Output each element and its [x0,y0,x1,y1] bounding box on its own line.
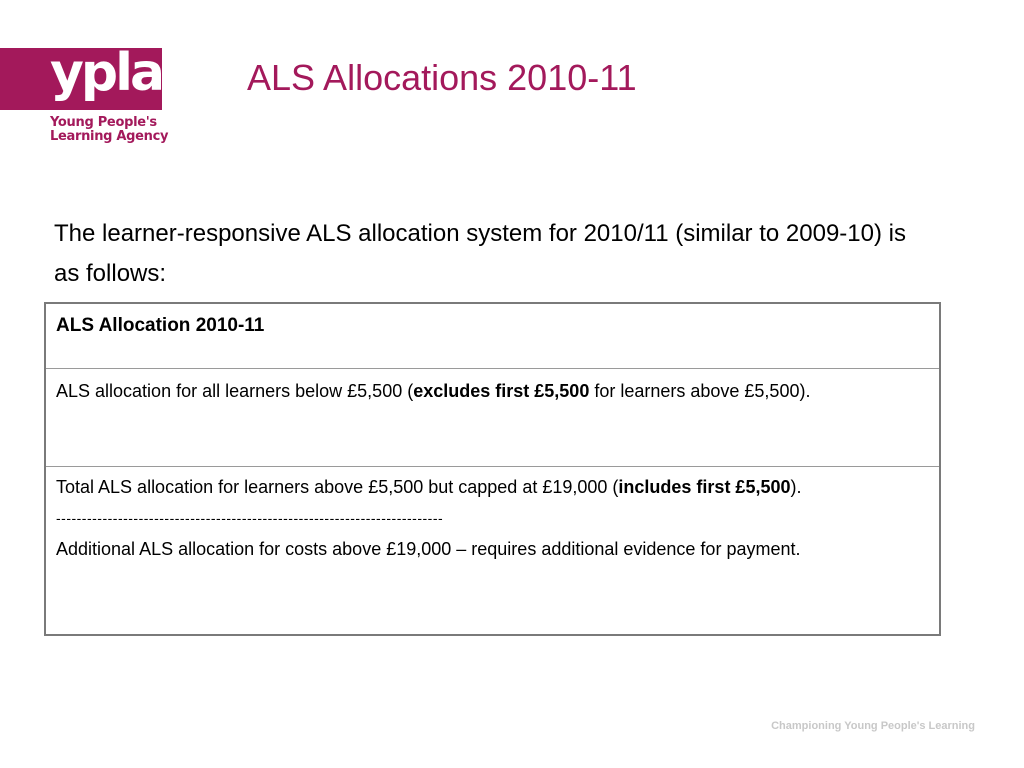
row2-total-text [56,473,929,501]
row2-text-bold: includes first £5,500 [618,477,791,497]
row2-text-after: ). [790,477,802,497]
allocation-table [44,302,941,636]
footer-tagline: Championing Young People's Learning [771,720,975,732]
table-row-below-threshold [46,368,939,466]
row2-divider: --------------------------------------------------------------------------- [56,510,444,526]
logo-subtitle [50,116,190,144]
row1-text-before: ALS allocation for all learners below £5,500 ( [56,381,414,401]
table-row-above-threshold [46,466,939,634]
row2-additional-text: Additional ALS allocation for costs above £19,000 – requires additional evidence for payment. [56,539,801,559]
logo-subtitle-line2: Learning Agency [50,129,169,144]
logo-subtitle-line1: Young People's [50,115,157,130]
row1-text-bold: excludes first £5,500 [413,381,590,401]
table-header-cell: ALS Allocation 2010-11 [56,315,265,336]
intro-paragraph: The learner-responsive ALS allocation system for 2010/11 (similar to 2009-10) is as follows: [54,220,906,287]
logo-wordmark: ypla [50,43,163,103]
slide-title: ALS Allocations 2010-11 [247,57,637,98]
row1-text-after: for learners above £5,500). [589,381,811,401]
row2-text-before: Total ALS allocation for learners above £5,500 but capped at £19,000 ( [56,477,619,497]
